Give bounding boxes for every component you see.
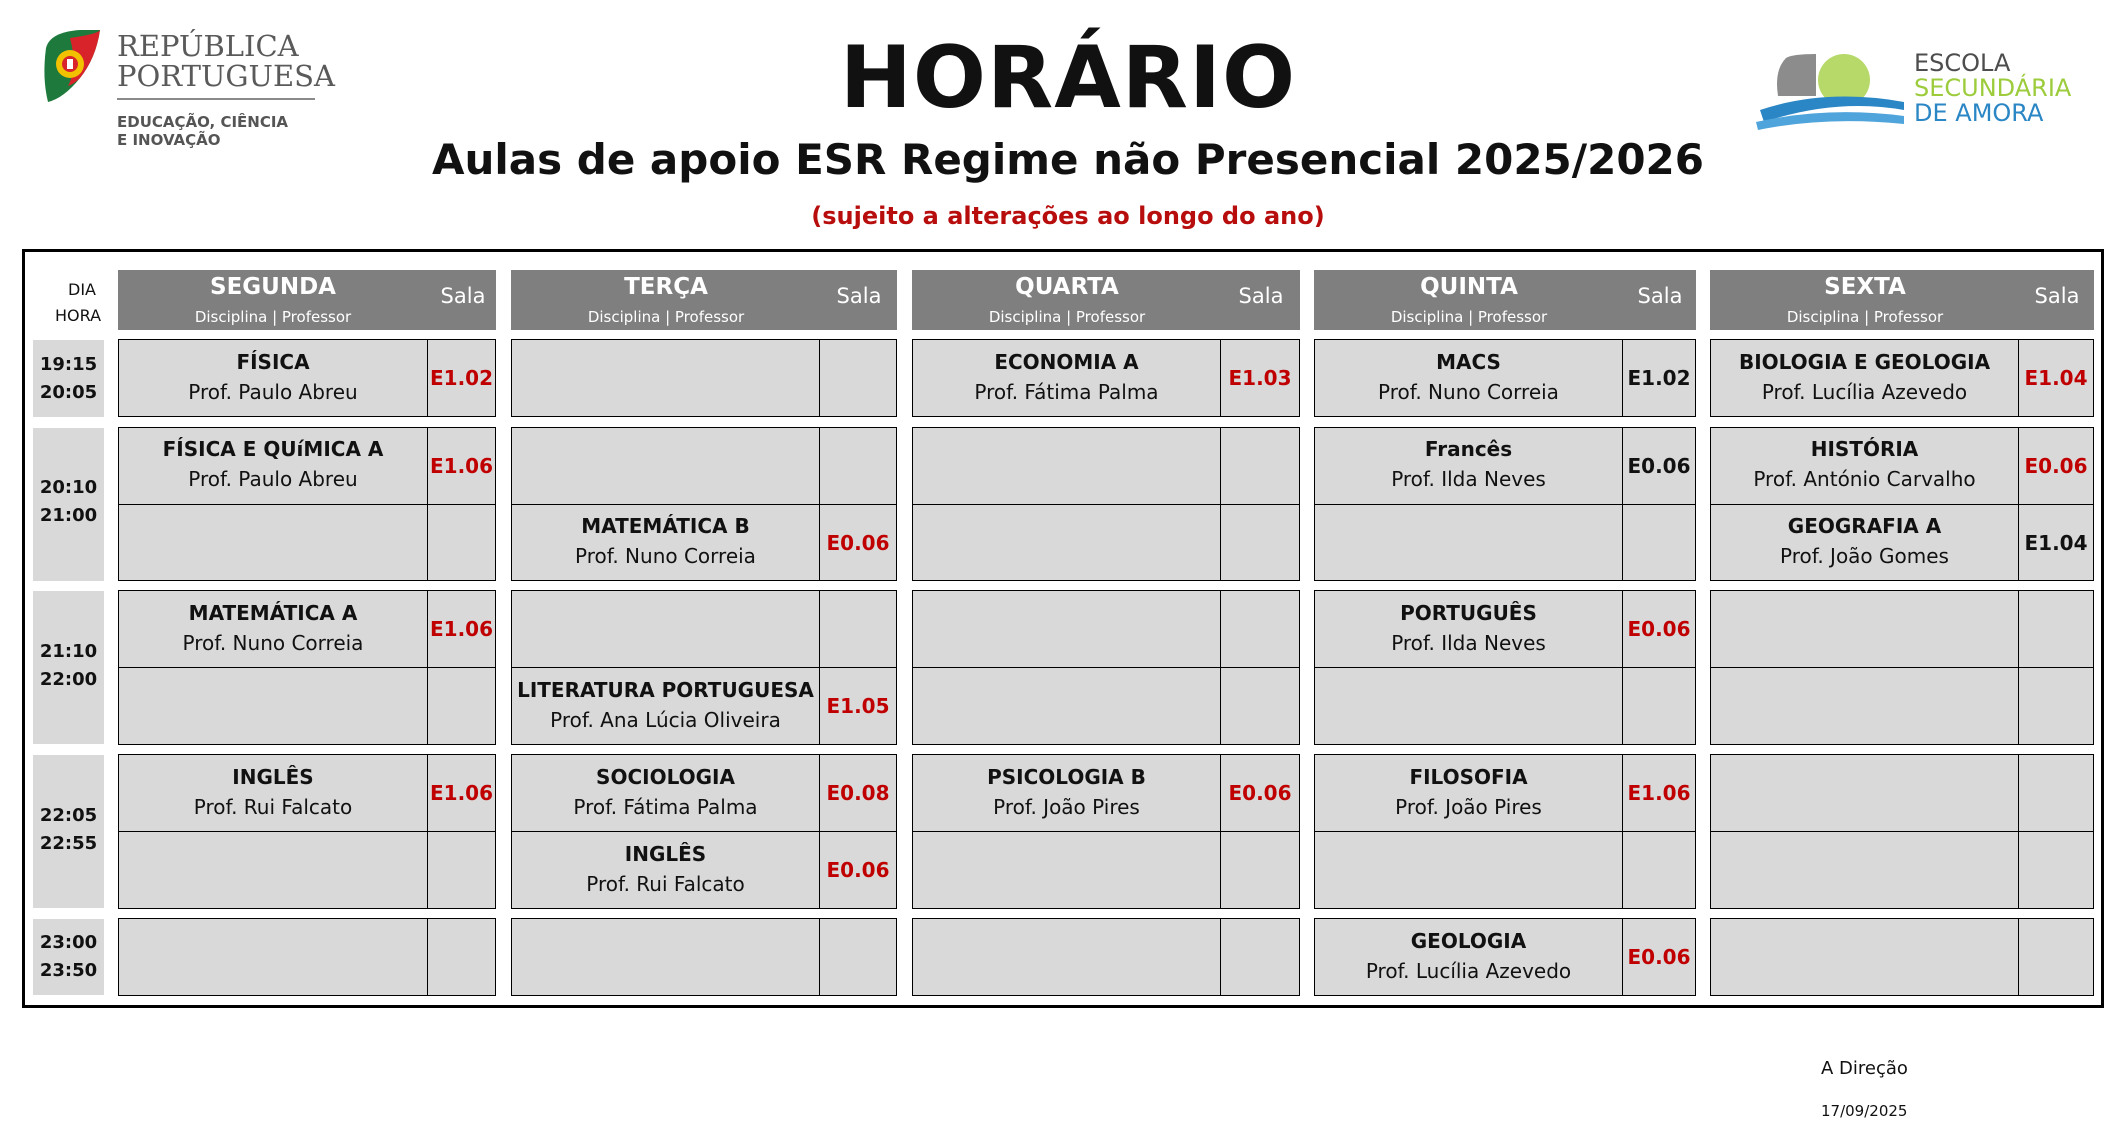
class-cell-empty[interactable] [511,427,820,505]
room-cell[interactable]: E1.06 [427,427,496,505]
class-cell-empty[interactable] [912,831,1221,909]
class-cell-empty[interactable] [118,504,428,581]
room-cell[interactable]: E0.08 [819,754,897,832]
room-cell-empty[interactable] [427,667,496,745]
day-name: TERÇA [624,274,708,300]
room-cell-empty[interactable] [2018,918,2094,996]
teacher: Prof. Ilda Neves [1391,467,1546,491]
day-header-terca [511,270,897,330]
room-cell[interactable]: E0.06 [1220,754,1300,832]
room-cell-empty[interactable] [1622,667,1696,745]
day-subheader: Disciplina | Professor [988,308,1146,326]
class-cell[interactable] [511,754,820,832]
room-cell[interactable]: E0.06 [1622,427,1696,505]
day-name: SEXTA [1824,274,1906,300]
day-name: SEGUNDA [210,274,336,300]
subject: SOCIOLOGIA [596,765,735,789]
class-cell-empty[interactable] [1710,754,2019,832]
school-logo-icon [1756,50,1906,132]
teacher: Prof. Rui Falcato [193,795,353,819]
class-cell[interactable] [1314,339,1623,417]
class-cell-empty[interactable] [1710,918,2019,996]
day-header-sexta [1710,270,2094,330]
room-cell[interactable]: E0.06 [819,831,897,909]
teacher: Prof. Rui Falcato [586,872,745,896]
teacher: Prof. Ana Lúcia Oliveira [550,708,781,732]
time-start: 19:15 [39,354,98,375]
time-start: 21:10 [39,641,98,662]
school-name-line3: DE AMORA [1914,99,2044,127]
class-cell-empty[interactable] [1710,590,2019,668]
logo-ministry-line2: E INOVAÇÃO [117,131,221,149]
subject: GEOGRAFIA A [1787,514,1942,538]
room-cell-empty[interactable] [819,339,897,417]
class-cell-empty[interactable] [511,339,820,417]
subject: INGLÊS [232,765,314,789]
class-cell-empty[interactable] [118,918,428,996]
teacher: Prof. João Pires [1395,795,1542,819]
room-cell[interactable]: E0.06 [1622,918,1696,996]
room-cell-empty[interactable] [1622,504,1696,581]
class-cell[interactable] [118,339,428,417]
subject: ECONOMIA A [994,350,1139,374]
subject: HISTÓRIA [1810,437,1919,461]
teacher: Prof. Nuno Correia [182,631,364,655]
day-name: QUARTA [1015,274,1119,300]
page-title: HORÁRIO [839,28,1297,128]
teacher: Prof. Nuno Correia [575,544,756,568]
class-cell[interactable] [912,754,1221,832]
room-cell-empty[interactable] [2018,754,2094,832]
sala-header: Sala [1637,284,1683,308]
sala-header: Sala [2034,284,2080,308]
teacher: Prof. João Pires [993,795,1140,819]
room-cell-empty[interactable] [1220,831,1300,909]
class-cell-empty[interactable] [912,918,1221,996]
room-cell[interactable]: E1.04 [2018,339,2094,417]
class-cell[interactable] [1710,339,2019,417]
room-cell-empty[interactable] [427,831,496,909]
room-cell[interactable]: E1.02 [427,339,496,417]
portuguese-republic-emblem-icon [40,28,102,104]
date: 17/09/2025 [1821,1102,1908,1120]
teacher: Prof. Paulo Abreu [188,380,358,404]
day-name: QUINTA [1420,274,1518,300]
time-end: 22:55 [39,833,98,854]
subject: MATEMÁTICA A [188,601,358,625]
subject: FÍSICA E QUíMICA A [162,437,384,461]
class-cell-empty[interactable] [118,667,428,745]
changes-note: (sujeito a alterações ao longo do ano) [811,202,1325,230]
teacher: Prof. Fátima Palma [573,795,758,819]
time-slot-3 [33,591,104,744]
time-start: 20:10 [39,477,98,498]
class-cell-empty[interactable] [1314,504,1623,581]
subject: Francês [1424,437,1513,461]
room-cell[interactable]: E1.04 [2018,504,2094,581]
room-cell-empty[interactable] [427,504,496,581]
class-cell[interactable] [118,427,428,505]
class-cell[interactable] [912,339,1221,417]
subject: GEOLOGIA [1410,929,1527,953]
room-cell-empty[interactable] [1622,831,1696,909]
teacher: Prof. Nuno Correia [1378,380,1559,404]
time-slot-2 [33,428,104,581]
teacher: Prof. João Gomes [1780,544,1949,568]
logo-divider [117,98,315,100]
class-cell-empty[interactable] [1710,831,2019,909]
sala-header: Sala [1238,284,1284,308]
room-cell[interactable]: E0.06 [1622,590,1696,668]
logo-ministry-line1: EDUCAÇÃO, CIÊNCIA [117,113,289,131]
day-subheader: Disciplina | Professor [194,308,352,326]
day-subheader: Disciplina | Professor [587,308,745,326]
teacher: Prof. Ilda Neves [1391,631,1546,655]
subject: MACS [1436,350,1501,374]
subject: FÍSICA [236,350,310,374]
teacher: Prof. Lucília Azevedo [1365,959,1572,983]
class-cell-empty[interactable] [912,427,1221,505]
room-cell-empty[interactable] [2018,831,2094,909]
signature: A Direção [1821,1058,1908,1079]
room-cell-empty[interactable] [2018,667,2094,745]
teacher: Prof. Lucília Azevedo [1761,380,1968,404]
logo-portuguesa: PORTUGUESA [117,59,335,93]
subject: PSICOLOGIA B [987,765,1146,789]
room-cell-empty[interactable] [427,918,496,996]
class-cell[interactable] [118,754,428,832]
class-cell-empty[interactable] [118,831,428,909]
subject: LITERATURA PORTUGUESA [517,678,814,702]
teacher: Prof. Paulo Abreu [188,467,358,491]
class-cell[interactable] [511,504,820,581]
room-cell-empty[interactable] [1220,504,1300,581]
day-header-segunda [118,270,496,330]
room-cell-empty[interactable] [1220,667,1300,745]
room-cell[interactable]: E0.06 [819,504,897,581]
subject: PORTUGUÊS [1400,601,1537,625]
dia-label: DIA [68,280,96,299]
time-end: 20:05 [39,382,98,403]
class-cell[interactable] [511,831,820,909]
class-cell-empty[interactable] [1314,667,1623,745]
room-cell[interactable]: E1.06 [427,590,496,668]
logo-republica: REPÚBLICA [117,29,299,63]
time-end: 22:00 [39,669,98,690]
time-end: 21:00 [39,505,98,526]
class-cell[interactable] [1314,427,1623,505]
teacher: Prof. António Carvalho [1753,467,1976,491]
class-cell[interactable] [1314,590,1623,668]
page-subtitle: Aulas de apoio ESR Regime não Presencial 2025/2026 [432,135,1704,184]
class-cell-empty[interactable] [912,590,1221,668]
class-cell-empty[interactable] [511,918,820,996]
day-header-quinta [1314,270,1696,330]
school-name-line1: ESCOLA [1914,49,2011,77]
class-cell[interactable] [1710,427,2019,505]
room-cell[interactable]: E1.05 [819,667,897,745]
class-cell[interactable] [511,667,820,745]
class-cell-empty[interactable] [912,667,1221,745]
room-cell-empty[interactable] [1220,427,1300,505]
room-cell[interactable]: E1.02 [1622,339,1696,417]
room-cell[interactable]: E0.06 [2018,427,2094,505]
room-cell-empty[interactable] [1220,590,1300,668]
sala-header: Sala [440,284,486,308]
subject: INGLÊS [624,842,707,866]
time-slot-5 [33,919,104,995]
day-subheader: Disciplina | Professor [1786,308,1944,326]
room-cell[interactable]: E1.03 [1220,339,1300,417]
room-cell-empty[interactable] [2018,590,2094,668]
subject: BIOLOGIA E GEOLOGIA [1738,350,1991,374]
time-start: 23:00 [39,932,98,953]
class-cell[interactable] [1710,504,2019,581]
class-cell[interactable] [118,590,428,668]
class-cell-empty[interactable] [1314,831,1623,909]
time-slot-4 [33,755,104,908]
class-cell-empty[interactable] [1710,667,2019,745]
time-slot-1 [33,340,104,417]
sala-header: Sala [836,284,882,308]
room-cell[interactable]: E1.06 [427,754,496,832]
time-end: 23:50 [39,960,98,981]
class-cell-empty[interactable] [912,504,1221,581]
room-cell-empty[interactable] [819,427,897,505]
class-cell-empty[interactable] [511,590,820,668]
room-cell-empty[interactable] [819,590,897,668]
teacher: Prof. Fátima Palma [974,380,1159,404]
day-header-quarta [912,270,1300,330]
subject: FILOSOFIA [1409,765,1528,789]
school-name-line2: SECUNDÁRIA [1914,74,2072,102]
room-cell-empty[interactable] [819,918,897,996]
subject: MATEMÁTICA B [581,514,750,538]
class-cell[interactable] [1314,918,1623,996]
day-subheader: Disciplina | Professor [1390,308,1548,326]
room-cell[interactable]: E1.06 [1622,754,1696,832]
room-cell-empty[interactable] [1220,918,1300,996]
class-cell[interactable] [1314,754,1623,832]
time-start: 22:05 [39,805,98,826]
hora-label: HORA [54,306,102,325]
